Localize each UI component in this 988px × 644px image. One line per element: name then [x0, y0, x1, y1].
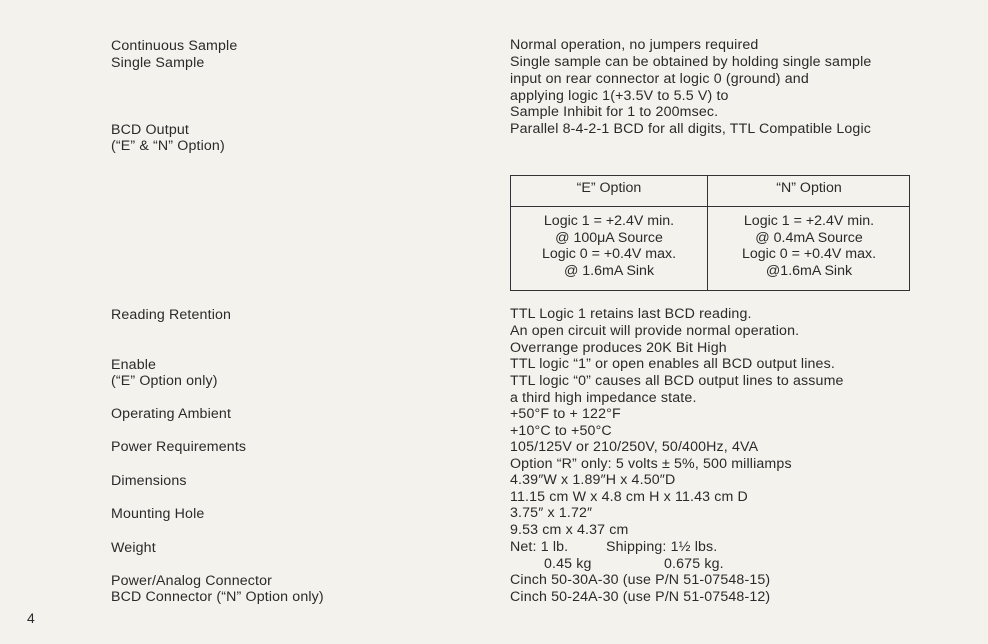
value-line: TTL logic “0” causes all BCD output lines to assume [510, 372, 844, 389]
value-line: Single sample can be obtained by holding single sample [510, 54, 872, 70]
value-line: Option “R” only: 5 volts ± 5%, 500 milliamps [510, 455, 792, 472]
value-line: +10°C to +50°C [510, 422, 612, 439]
label-power-analog-connector: Power/Analog Connector [111, 573, 273, 589]
value-line: applying logic 1(+3.5V to 5.5 V) to [510, 87, 729, 104]
e-option-line: @ 1.6mA Sink [563, 262, 655, 279]
n-option-line: @1.6mA Sink [765, 262, 853, 279]
weight-net: Net: 1 lb. [510, 539, 569, 555]
label-bcd-output-option: (“E” & “N” Option) [111, 138, 225, 154]
value-line: input on rear connector at logic 0 (ground) and [510, 70, 809, 87]
label-mounting-hole: Mounting Hole [111, 506, 205, 522]
value-line: Overrange produces 20K Bit High [510, 339, 727, 356]
value-line: Sample Inhibit for 1 to 200msec. [510, 104, 719, 121]
label-single-sample: Single Sample [111, 55, 205, 71]
value-line: TTL logic “1” or open enables all BCD output lines. [510, 356, 835, 372]
e-option-line: Logic 0 = +0.4V max. [541, 246, 677, 263]
label-bcd-output: BCD Output [111, 122, 189, 138]
n-option-line: @ 0.4mA Source [755, 229, 863, 246]
value-line: TTL Logic 1 retains last BCD reading. [510, 306, 752, 322]
value-reading-retention [510, 306, 799, 356]
e-option-line: Logic 1 = +2.4V min. [543, 213, 675, 229]
label-enable: Enable [111, 357, 157, 373]
value-mounting-hole [510, 505, 628, 539]
e-option-line: @ 100μA Source [555, 229, 663, 246]
value-line: 9.53 cm x 4.37 cm [510, 521, 629, 538]
value-line: 4.39″W x 1.89″H x 4.50″D [510, 472, 676, 488]
label-reading-retention: Reading Retention [111, 307, 232, 323]
bcd-option-table [510, 175, 910, 291]
weight-shipping: Shipping: 1½ lbs. [606, 539, 718, 555]
value-power-analog-connector: Cinch 50-30A-30 (use P/N 51-07548-15) [510, 572, 771, 588]
label-enable-option: (“E” Option only) [111, 373, 218, 389]
label-operating-ambient: Operating Ambient [111, 406, 232, 422]
value-line: 11.15 cm W x 4.8 cm H x 11.43 cm D [510, 488, 748, 505]
value-line: +50°F to + 122°F [510, 406, 621, 422]
label-power-requirements: Power Requirements [111, 439, 247, 455]
value-dimensions [510, 472, 748, 506]
weight-shipping-kg: 0.675 kg. [664, 556, 724, 572]
value-continuous-sample: Normal operation, no jumpers required [510, 37, 759, 53]
value-bcd-output: Parallel 8-4-2-1 BCD for all digits, TTL Compatible Logic [510, 121, 872, 137]
label-weight: Weight [111, 540, 156, 556]
n-option-line: Logic 0 = +0.4V max. [741, 246, 877, 263]
value-line: An open circuit will provide normal operation. [510, 322, 800, 339]
n-option-cell [708, 213, 910, 279]
n-option-line: Logic 1 = +2.4V min. [743, 213, 875, 229]
value-line: a third high impedance state. [510, 389, 697, 406]
label-continuous-sample: Continuous Sample [111, 38, 238, 54]
value-weight [510, 539, 770, 573]
label-bcd-connector: BCD Connector (“N” Option only) [111, 589, 324, 605]
value-line: 3.75″ x 1.72″ [510, 505, 593, 521]
n-option-header: “N” Option [776, 180, 842, 196]
label-dimensions: Dimensions [111, 473, 187, 489]
value-bcd-connector: Cinch 50-24A-30 (use P/N 51-07548-12) [510, 589, 771, 605]
e-option-header: “E” Option [576, 180, 642, 196]
e-option-cell [511, 213, 707, 279]
value-operating-ambient [510, 406, 621, 440]
table-divider-horizontal [511, 206, 909, 207]
page-number: 4 [27, 610, 35, 626]
value-single-sample [510, 54, 871, 121]
weight-net-kg: 0.45 kg [544, 556, 592, 572]
value-line: 105/125V or 210/250V, 50/400Hz, 4VA [510, 439, 759, 455]
value-power-requirements [510, 439, 792, 473]
value-enable [510, 356, 844, 406]
